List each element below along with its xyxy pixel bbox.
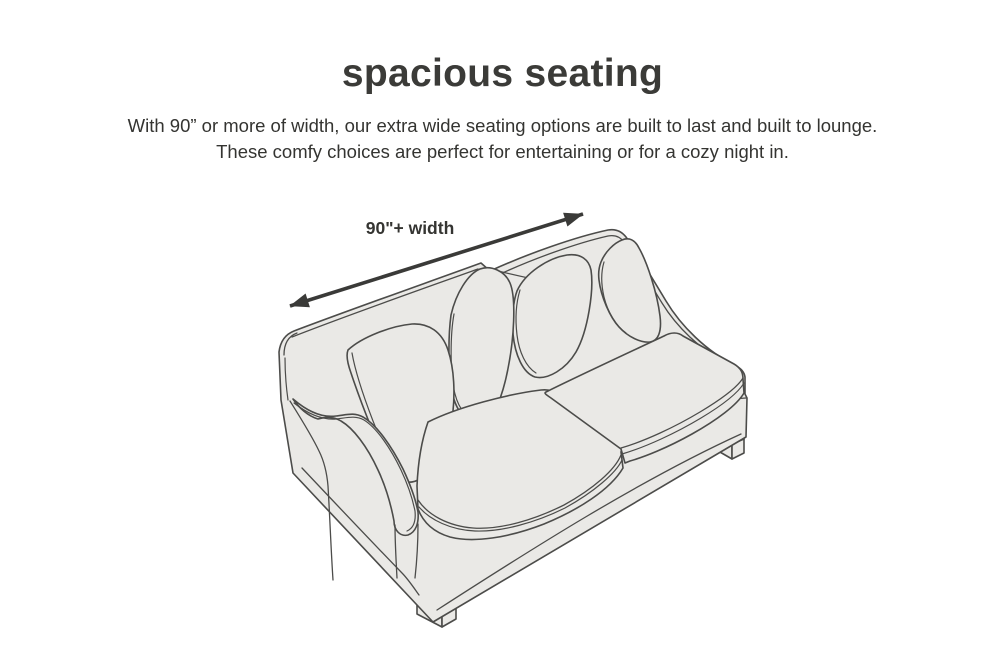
width-arrow-label: 90"+ width: [365, 218, 455, 238]
intro-line-2: These comfy choices are perfect for entertaining or for a cozy night in.: [216, 141, 789, 162]
intro-line-1: With 90” or more of width, our extra wide seating options are built to last and built to lounge.: [127, 115, 878, 136]
page-title: spacious seating: [341, 52, 664, 95]
